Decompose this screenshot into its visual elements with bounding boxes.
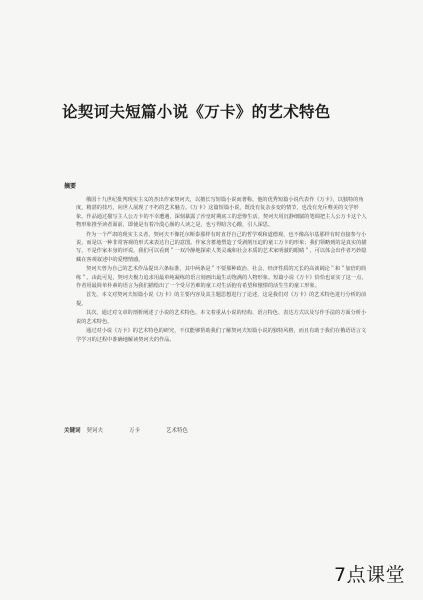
watermark-logo: 7点课堂 (334, 564, 406, 586)
keywords-line (64, 426, 364, 434)
keywords-label: 关键词 (64, 428, 81, 434)
abstract-paragraph: 作为一个严肃的现实主义者，契诃夫不像托尔斯泰那样有时直抒自己的哲学观和道德观，也不像高尔基那样有时直接参与小说，而是以一种非常客观的形式来表达自己的意图。作家含蓄地塑造了受剥削压迫的童工万卡的形象；我们领略到的是真实的描写，不是作家本身的评说。我们可以看到＂一双冷静地探索人类灵魂和社会本质的艺术家明澈的眼睛＂，可以体会出作者巧妙隐藏在客观叙述中的爱憎情感。 (76, 231, 367, 263)
keyword: 艺术特色 (166, 428, 189, 434)
abstract-paragraph: 首先，本文对契诃夫短篇小说《万卡》的主要内容及其主题思想进行了论述，这是我们对《万卡》的艺术特色进行分析的前提。 (76, 292, 367, 307)
abstract-heading: 摘要 (64, 183, 77, 190)
abstract-paragraph: 契诃夫曾为自己的艺术作品提出六条标准，其中两条是＂不要那种政治、社会、经济性质的冗长的高谈阔论＂和＂加倍的简练＂。由此可见，契诃夫极力追求用最单纯凝练的语言刻画出最生动饱满的人物形象。短篇小说《万卡》恰恰也证实了这一点，作者用最简单朴素的语言为我们描绘出了一个受尽苦难的童工对生活抱有希望和憧憬的活生生的童工形象。 (76, 266, 367, 290)
document-title: 论契诃夫短篇小说《万卡》的艺术特色 (62, 102, 331, 121)
abstract-paragraph: 通过对小说《万卡》的艺术特色的研究，不仅能够帮助我们了解契诃夫短篇小说的独特风格，而且有助于我们在俄语语言文学学习的过程中准确地解读契诃夫的作品。 (76, 328, 367, 343)
abstract-paragraph: 俄国十九世纪批判现实主义的杰出作家契诃夫，以擅长写短篇小说而著称。他的优秀短篇小说代表作《万卡》，以独特的角度，精湛的技巧，向世人展现了不朽的艺术魅力。《万卡》这篇短篇小说，既没有复杂多变的情节，也没有充斥唯美的文学形象。作品通过描写主人公万卡的不幸遭遇，深刻暴露了沙皇时期底工的悲惨生活。契诃夫用沉静细腻的笔调把主人公万卡这个人物形象推至读者面前，即使是有着冷漠心肠的人读之是，也亏得暗含心酸，引人深思。 (76, 197, 367, 229)
abstract-paragraph: 其次，通过对文章的剖析阐述了小说的艺术特色。本文着重从小说的结构、语言特色、表达方式以及写作手法的方面分析小说的艺术特色。 (76, 310, 367, 325)
keyword: 万卡 (129, 428, 141, 434)
abstract-body (76, 196, 368, 345)
keyword: 契诃夫 (86, 428, 104, 434)
